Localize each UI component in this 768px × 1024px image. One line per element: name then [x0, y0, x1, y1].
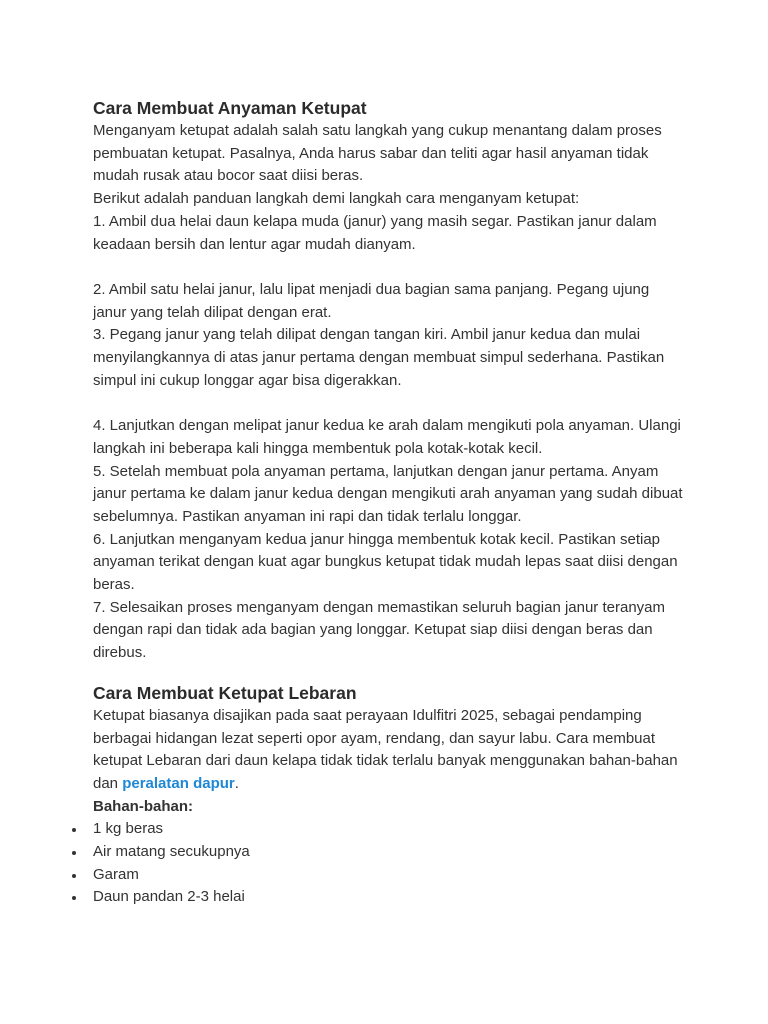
list-item: Air matang secukupnya	[93, 841, 683, 864]
step-3: 3. Pegang janur yang telah dilipat dengan tangan kiri. Ambil janur kedua dan mulai menyilangkannya di atas janur pertama dengan membuat simpul sederhana. Pastikan simpul ini cukup longgar agar bisa digerakkan.	[93, 326, 665, 389]
section-heading-lebaran: Cara Membuat Ketupat Lebaran	[93, 682, 357, 703]
list-item: 1 kg beras	[93, 818, 683, 841]
peralatan-dapur-link[interactable]: peralatan dapur	[122, 774, 235, 792]
paragraph-gap	[93, 392, 683, 415]
step-2: 2. Ambil satu helai janur, lalu lipat menjadi dua bagian sama panjang. Pegang ujung janur yang telah dilipat dengan erat.	[93, 280, 650, 321]
step-1: 1. Ambil dua helai daun kelapa muda (janur) yang masih segar. Pastikan janur dalam keadaan bersih dan lentur agar mudah dianyam.	[93, 212, 657, 253]
paragraph-gap	[93, 256, 683, 279]
lebaran-intro-end: .	[234, 774, 239, 792]
section-heading-anyaman: Cara Membuat Anyaman Ketupat	[93, 98, 367, 118]
lebaran-intro	[93, 705, 683, 796]
step-7: 7. Selesaikan proses menganyam dengan memastikan seluruh bagian janur teranyam dengan rapi dan tidak ada bagian yang longgar. Ketupat siap diisi dengan beras dan direbus.	[93, 598, 665, 662]
list-item: Daun pandan 2-3 helai	[93, 886, 683, 909]
step-5: 5. Setelah membuat pola anyaman pertama, lanjutkan dengan janur pertama. Anyam janur pertama ke dalam janur kedua dengan mengikuti arah anyaman yang sudah dibuat sebelumnya. Pastikan anyaman ini rapi dan tidak terlalu longgar.	[93, 462, 683, 525]
anyaman-intro: Menganyam ketupat adalah salah satu langkah yang cukup menantang dalam proses pembuatan ketupat. Pasalnya, Anda harus sabar dan teliti agar hasil anyaman tidak mudah rusak atau bocor saat diisi beras.	[93, 122, 662, 185]
ingredients-list	[93, 818, 683, 909]
section-ketupat-lebaran	[93, 681, 683, 909]
anyaman-lead: Berikut adalah panduan langkah demi langkah cara menganyam ketupat:	[93, 190, 580, 208]
lebaran-intro-text: Ketupat biasanya disajikan pada saat perayaan Idulfitri 2025, sebagai pendamping berbagai hidangan lezat seperti opor ayam, rendang, dan sayur labu. Cara membuat ketupat Lebaran dari daun kelapa tidak tidak terlalu banyak menggunakan bahan-bahan dan	[93, 706, 678, 792]
article-body	[93, 96, 683, 909]
list-item: Garam	[93, 864, 683, 887]
ingredients-label: Bahan-bahan:	[93, 797, 194, 815]
step-4: 4. Lanjutkan dengan melipat janur kedua ke arah dalam mengikuti pola anyaman. Ulangi langkah ini beberapa kali hingga membentuk pola kotak-kotak kecil.	[93, 417, 681, 457]
step-6: 6. Lanjutkan menganyam kedua janur hingga membentuk kotak kecil. Pastikan setiap anyaman terikat dengan kuat agar bungkus ketupat tidak mudah lepas saat diisi dengan beras.	[93, 530, 678, 594]
